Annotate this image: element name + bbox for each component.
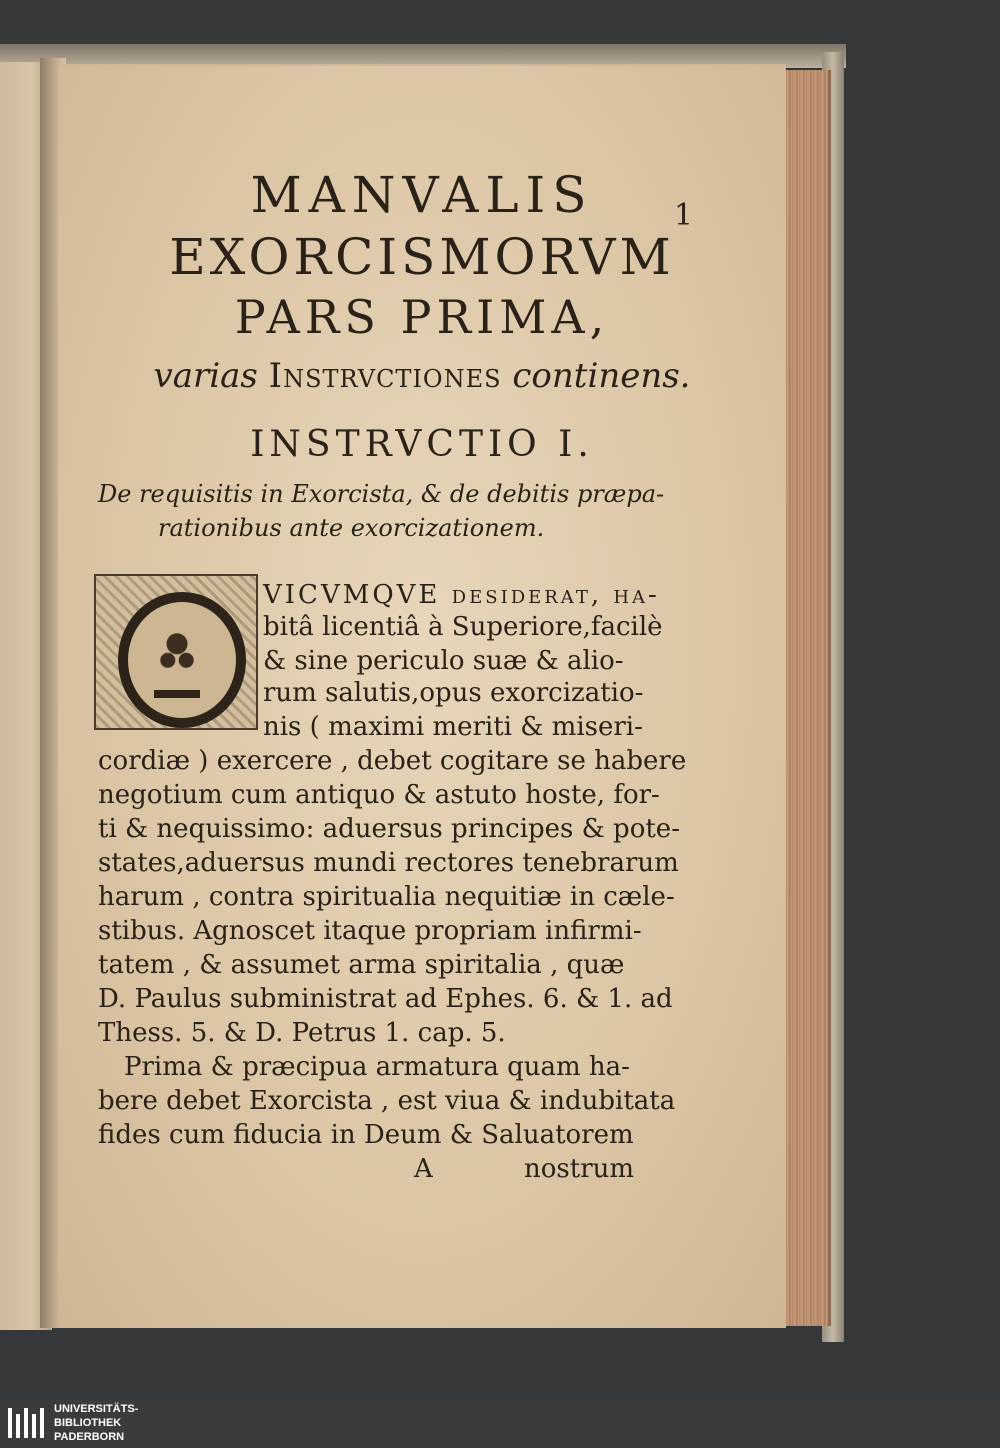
section-heading: INSTRVCTIO I.	[250, 424, 594, 465]
subtitle-small-caps: Instrvctiones	[268, 356, 502, 396]
body-line-16: bere debet Exorcista , est viua & indubitata	[98, 1086, 676, 1116]
footer-line-3: PADERBORN	[54, 1431, 125, 1443]
body-line-9: states,aduersus mundi rectores tenebrarum	[98, 848, 679, 878]
body-line-15: Prima & præcipua armatura quam ha-	[124, 1052, 630, 1082]
body-line-14: Thess. 5. & D. Petrus 1. cap. 5.	[98, 1018, 506, 1048]
body-line-17: fides cum fiducia in Deum & Saluatorem	[98, 1120, 634, 1150]
signature-mark: A	[414, 1154, 433, 1184]
title-line-3: PARS PRIMA,	[234, 290, 610, 344]
body-line-2: bitâ licentiâ à Superiore,facilè	[263, 612, 663, 642]
decorated-initial-q-icon	[94, 574, 258, 730]
footer-line-1: UNIVERSITÄTS-	[54, 1403, 139, 1415]
footer-line-2: BIBLIOTHEK	[54, 1417, 122, 1429]
title-line-2: EXORCISMORVM	[169, 228, 675, 286]
catchword: nostrum	[524, 1154, 635, 1184]
body-line-11: stibus. Agnoscet itaque propriam infirmi-	[98, 916, 642, 946]
body-line-1: VICVMQVE desiderat, ha-	[263, 580, 660, 610]
body-line-12: tatem , & assumet arma spiritalia , quæ	[98, 950, 625, 980]
footer-bar	[0, 1398, 1000, 1448]
body-line-4: rum salutis,opus exorcizatio-	[263, 678, 644, 708]
section-subheading-line-1: De requisitis in Exorcista, & de debitis præpa-	[98, 480, 665, 508]
body-line-8: ti & nequissimo: aduersus principes & pote-	[98, 814, 680, 844]
body-line-7: negotium cum antiquo & astuto hoste, for-	[98, 780, 660, 810]
section-subheading-line-2: rationibus ante exorcizationem.	[158, 514, 545, 542]
body-line-6: cordiæ ) exercere , debet cogitare se habere	[98, 746, 687, 776]
page-number: 1	[674, 198, 694, 233]
title-line-1: MANVALIS	[250, 166, 594, 224]
footer-institution	[54, 1402, 138, 1444]
body-line-13: D. Paulus subministrat ad Ephes. 6. & 1. ad	[98, 984, 673, 1014]
university-library-logo-icon	[6, 1404, 46, 1442]
body-line-3: & sine periculo suæ & alio-	[263, 646, 624, 676]
right-page	[58, 64, 786, 1328]
body-line-10: harum , contra spiritualia nequitiæ in cæle-	[98, 882, 675, 912]
body-line-5: nis ( maximi meriti & miseri-	[263, 712, 643, 742]
subtitle	[58, 356, 786, 396]
subtitle-italic-start: varias	[153, 356, 258, 396]
subtitle-italic-end: continens.	[512, 356, 691, 396]
